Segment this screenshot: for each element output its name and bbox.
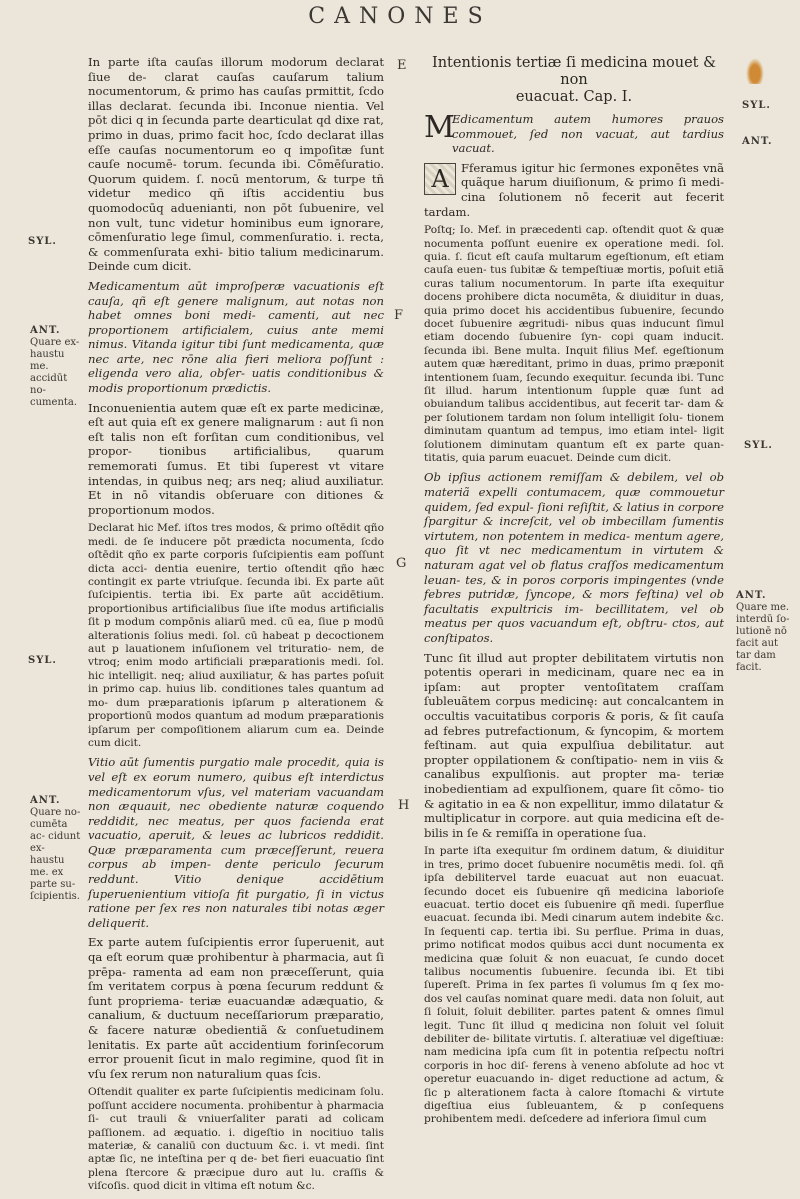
exposition-paragraph: Inconuenientia autem quæ eſt ex parte medicinæ, eſt aut quia eſt ex genere malignarum : aut ſi non eſt talis non eſt forſitan cum conditionibus, vel propor- tionibus artificialibus, quarum rememorati ſumus. Et tibi ſuperest vt vitare intendas, in quibus neq; ars neq; aliud auxiliatur. Et in nō vitandis obſeruare con ditiones & proportionum modos. bbox=[88, 400, 384, 517]
paragraph-text: Fferamus igitur hic ſermones exponētes vnã quãque harum diuiſionum, & primo ſi medi- cina ſolutionem nō fecerit aut fecerit tardam. bbox=[424, 160, 724, 219]
commentary-paragraph: Declarat hic Mef. iſtos tres modos, & primo oſtēdit qño medi. de ſe inducere pōt prædicta nocumenta, ſcdo oſtēdit qño ex parte corporis ſuſcipientis eam poſſunt dicta acci- dentia euenire, tertio oſtendit qño hæc contingit ex parte vtriuſque. ſecunda ibi. Ex parte aūt ſuſcipientis. tertia ibi. Ex parte aūt accidētium. proportionibus artificialibus ſiue iſte modus artificialis ſit p modum compōnis aliarū med. cū ea, ſiue p modū alterationis ſolius medi. ſol. cū habeat p decoctionem aut p lauationem inſuſionem vel trituratio- nem, de vtroq; enim modo artificiali præparationis medi. ſol. hic intelligit. neq; aliud auxiliatur, & has partes poſuit in primo cap. huius lib. conditiones tales quantum ad mo- dum præparationis ipſarum p alterationem & proportionū modos quantum ad modum præparationis ipſarum per compoſitionem aliarum cum ea. Deinde cum dicit. bbox=[88, 522, 384, 749]
margin-label: ANT. bbox=[736, 590, 767, 601]
exposition-paragraph: Ex parte autem ſuſcipientis error ſuperuenit, aut qa eſt eorum quæ prohibentur à pharmacia, aut ſi prēpa- ramenta ad eam non præceſſerunt, quia ſm veritatem corpus à pœna ſecurum reddunt & ſunt propriema- teriæ euacuandæ adæquatio, & canalium, & ductuum neceſſariorum præparatio, & facere naturæ obedientiã & conſuetudinem lenitatis. Ex parte aūt accidentium forinſecorum error prouenit ſicut in malo regimine, quod ſit in vſu ſex rerum non naturalium quas ſcis. bbox=[88, 935, 384, 1081]
canon-text-paragraph: Ob ipſius actionem remiſſam & debilem, vel ob materiã expelli contumacem, quæ commouetur quidem, ſed expul- ſioni reſiſtit, & latius in corpore ſpargitur & increſcit, vel ob imbecillam ſumentis virtutem, non potentem in medica- mentum agere, quo ſit vt nec medicamentum in virtutem & naturam agat vel ob flatus craſſos medicamentum leuan- tes, & in poros corporis impingentes (vnde febres putridæ, ſyncope, & mors feſtina) vel ob facultatis expultricis im- becillitatem, vel ob meatus per quos vacuandum eſt, obſtru- ctos, aut conſtipatos. bbox=[424, 470, 724, 645]
right-margin-ant-1 bbox=[742, 136, 773, 148]
commentary-paragraph: Oſtendit qualiter ex parte ſuſcipientis medicinam ſolu. poſſunt accidere nocumenta. prohibentur à pharmacia ſi- cut trauli & vniuerſaliter parati ad colicam paſſionem. ad æquatio. i. digeſtio in nocitiuo talis materiæ, & canaliū con ductuum &c. i. vt medi. ſint aptæ ſic, ne inteſtina per q de- bet fieri euacuatio ſint plena ſtercore & præcipue duro aut lu. craſſis & viſcoſis. quod dicit in vltima eſt notum &c. bbox=[88, 1086, 384, 1193]
commentary-paragraph: In parte iſta cauſas illorum modorum declarat ſiue de- clarat cauſas cauſarum talium nocumentorum, & primo has cauſas prmittit, ſcdo illas declarat. ſecunda ibi. Inconue nientia. Vel pōt dici q in ſecunda parte dearticulat qd dixe rat, primo in duas, primo facit hoc, ſcdo declarat illas eſſe cauſas nocumentorum eo q impoſitæ ſunt cauſe nocumē- torum. ſecunda ibi. Cōmēſuratio. Quorum quidem. ſ. nocū mentorum, & turpe tñ videtur medico qñ iſtis accidentiu bus quomodocūq aduenianti, non pōt ſubuenire, vel non vult, tunc videtur hominibus eum ignorare, cōmenſuratio lege ſimul, commenſuratio. i. recta, & commenſurata exhi- bitio talium medicinarum. Deinde cum dicit. bbox=[88, 55, 384, 274]
canon-text-paragraph bbox=[424, 112, 724, 156]
right-column bbox=[424, 55, 724, 1132]
margin-label: ANT. bbox=[30, 795, 61, 806]
margin-note: Quare no- cumēta ac- cidunt ex- haustu me. ex parte su- ſcipientis. bbox=[30, 807, 81, 902]
margin-label: ANT. bbox=[742, 136, 773, 147]
right-margin-ant-2 bbox=[736, 590, 794, 674]
commentary-paragraph: Poſtq; Io. Mef. in præcedenti cap. oſtendit quot & quæ nocumenta poſſunt euenire ex operatione medi. ſol. quia. ſ. ſicut eſt cauſa multarum egeſtionum, eſt etiam cauſa euen- tus ſubitæ & tempeſtiuæ mortis, poſuit etiã curas talium nocumentorum. In parte iſta exequitur docens prohibere dicta nocumēta, & diuiditur in duas, quia primo docet his accidentibus ſubuenire, ſecundo docet ſubuenire ægritudi- nibus quas inducunt ſimul etiam docendo ſubuenire ſyn- copi quam inducit. ſecunda ibi. Bene multa. Inquit filius Mef. egeſtionum autem quæ hæreditant, primo in duas, primo præponit intentionem ſuam, ſecundo exequitur. ſecunda ibi. Tunc ſit illud. harum intentionum ſupple quæ ſunt ad obuiandum talibus accidentibus, aut fecerit tar- dam & per ſolutionem tardam non ſolum intelligit ſolu- tionem diminutam quantum ad tempus, imo etiam intel- ligit ſolutionem diminutam quantum eſt ex parte quan- titatis, quia parum euacuet. Deinde cum dicit. bbox=[424, 224, 724, 465]
chapter-title-line-1: Intentionis tertiæ ſi medicina mouet & non bbox=[431, 55, 717, 88]
right-margin-syl-2 bbox=[744, 440, 773, 452]
exposition-paragraph: Tunc ſit illud aut propter debilitatem virtutis non potentis operari in medicinam, quare nec ea in ipſam: aut propter ventoſitatem craſſam ſubleuãtem corpus medicinę: aut concalcantem in occultis vacuitatibus corporis & poris, & ſit cauſa ad febres putrefactionum, & ſyncopim, & mortem feſtinam. aut quia expulſiua debilitatur. aut propter oppilationem & conſtipatio- nem in viis & canalibus expulſionis. aut propter ma- teriæ inobedientiam ad expulſionem, quare ſit cōmo- tio & agitatio in ea & non expellitur, immo dilatatur & multiplicatur in corpore. aut quia medicina eſt de- bilis in ſe & remiſſa in operatione ſua. bbox=[424, 650, 724, 840]
paragraph-text: Edicamentum autem humores prauos commouet, ſed non vacuat, aut tardius vacuat. bbox=[452, 112, 724, 156]
ornamented-initial: A bbox=[424, 163, 456, 195]
chapter-title-line-2: euacuat. Cap. I. bbox=[515, 89, 633, 105]
margin-label: SYL. bbox=[28, 655, 57, 666]
canon-text-paragraph: Medicamentum aūt improſperæ vacuationis eſt cauſa, qñ eſt genere malignum, aut notas non habet omnes boni medi- camenti, aut nec proportionem artificialem, cuius ante memi nimus. Vitanda igitur tibi ſunt medicamenta, quæ nec arte, nec rōne alia fieri meliora poſſunt : eligenda vero alia, obſer- uatis conditionibus & modis proportionum prædictis. bbox=[88, 278, 384, 396]
margin-letter-f: F bbox=[394, 308, 404, 323]
drop-cap: M bbox=[424, 110, 455, 145]
page-header: CANONES bbox=[308, 4, 492, 29]
canon-text-paragraph: Vitio aūt ſumentis purgatio male procedit, quia is vel eſt ex eorum numero, quibus eſt interdictus medicamentorum vſus, vel materiam vacuandam non æquauit, nec obediente naturæ coquendo reddidit, nec meatus, per quos facienda erat vacuatio, aperuit, & leues ac lubricos reddidit. Quæ præparamenta cum præceſſerunt, reuera corpus ab impen- dente periculo ſecurum reddunt. Vitio denique accidētium ſuperuenientium vitioſa fit purgatio, ſi in victus ratione per ſex res non naturales tibi notas æger deliquerit. bbox=[88, 755, 384, 930]
margin-letter-e: E bbox=[397, 58, 407, 73]
stain-mark bbox=[746, 58, 764, 84]
exposition-paragraph bbox=[424, 161, 724, 219]
left-margin-syl-2 bbox=[28, 655, 57, 667]
left-column bbox=[88, 55, 384, 1199]
left-margin-ant-1 bbox=[30, 325, 82, 409]
margin-note: Quare ex- haustu me. accidūt no- cumenta. bbox=[30, 337, 80, 408]
margin-label: SYL. bbox=[28, 236, 57, 247]
margin-letter-h: H bbox=[398, 798, 410, 813]
margin-note: Quare me. interdū ſo- lutionē nō facit aut tar dam facit. bbox=[736, 602, 790, 673]
margin-letter-g: G bbox=[396, 556, 407, 571]
margin-label: SYL. bbox=[742, 100, 771, 111]
margin-label: ANT. bbox=[30, 325, 61, 336]
left-margin-syl-1 bbox=[28, 236, 57, 248]
margin-label: SYL. bbox=[744, 440, 773, 451]
chapter-title bbox=[424, 55, 724, 106]
left-margin-ant-2 bbox=[30, 795, 82, 903]
right-margin-syl-1 bbox=[742, 100, 771, 112]
commentary-paragraph: In parte iſta exequitur ſm ordinem datum, & diuiditur in tres, primo docet ſubuenire nocumētis medi. ſol. qñ ipſa debilitervel tarde euacuat aut non euacuat. ſecundo docet eis ſubuenire qñ medicina laborioſe euacuat. tertio docet eis ſubuenire qñ medi. ſuperflue euacuat. ſecunda ibi. Medi cinarum autem indebite &c. In ſequenti cap. tertia ibi. Su perflue. Prima in duas, primo notificat modos quibus acci dunt nocumenta ex medicina quæ ſoluit & non euacuat, ſe cundo docet talibus nocumentis ſubuenire. ſecunda ibi. Et tibi ſupereſt. Prima in ſex partes ſi volumus ſm q ſex mo- dos vel cauſas nominat quare medi. data non ſoluit, aut ſi ſoluit, ſoluit debiliter. partes patent & omnes ſimul legit. Tunc ſit illud q medicina non ſoluit vel ſoluit debiliter de- bilitate virtutis. ſ. alteratiuæ vel digeſtiuæ: nam medicina ipſa cum ſit in potentia reſpectu noſtri corporis in hoc diſ- ferens à veneno abſolute ad hoc vt operetur euacuando in- diget reductione ad actum, & ſic p alterationem facta à calore ſtomachi & virtute digeſtiua eius ſubleuantem, & p conſequens prohibentem medi. deſcedere ad inferiora ſimul cum bbox=[424, 845, 724, 1126]
